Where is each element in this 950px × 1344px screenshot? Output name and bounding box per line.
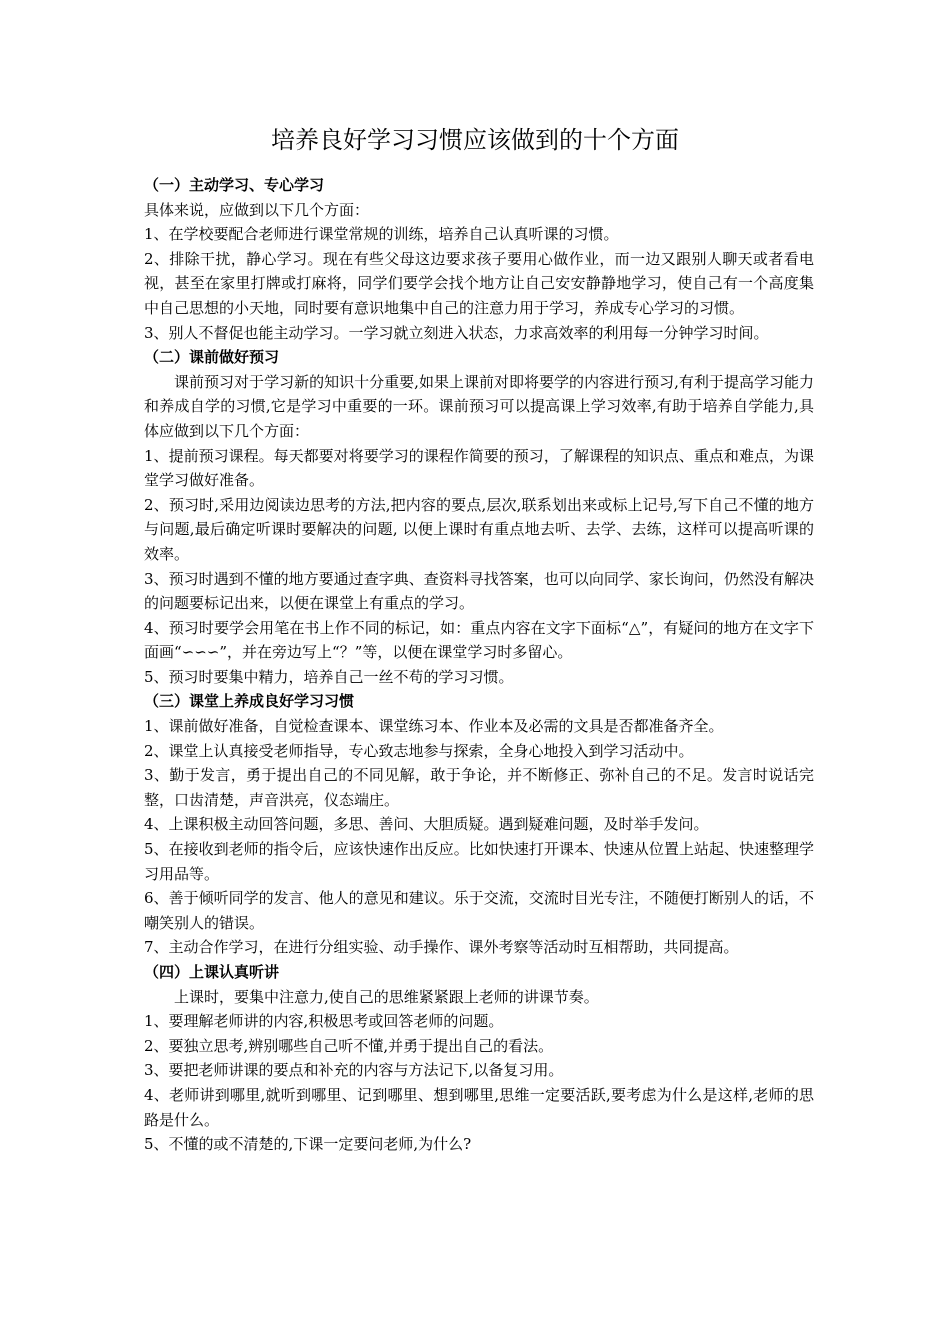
list-item: 4、老师讲到哪里,就听到哪里、记到哪里、想到哪里,思维一定要活跃,要考虑为什么是这样,老师的思路是什么。	[144, 1085, 814, 1129]
list-item: 1、要理解老师讲的内容,积极思考或回答老师的问题。	[144, 1012, 504, 1031]
list-item: 1、在学校要配合老师进行课堂常规的训练，培养自己认真听课的习惯。	[144, 225, 619, 244]
section-intro: 上课时，要集中注意力,使自己的思维紧紧跟上老师的讲课节奏。	[174, 987, 599, 1006]
section-heading: （二）课前做好预习	[144, 348, 280, 367]
document-title: 培养良好学习习惯应该做到的十个方面	[271, 126, 679, 154]
list-item: 5、预习时要集中精力，培养自己一丝不苟的学习习惯。	[144, 667, 514, 686]
list-item: 1、提前预习课程。每天都要对将要学习的课程作简要的预习，了解课程的知识点、重点和难点，为课堂学习做好准备。	[144, 446, 814, 490]
list-item: 3、别人不督促也能主动学习。一学习就立刻进入状态，力求高效率的利用每一分钟学习时间。	[144, 323, 769, 342]
section-intro: 具体来说，应做到以下几个方面：	[144, 200, 370, 219]
list-item: 2、预习时,采用边阅读边思考的方法,把内容的要点,层次,联系划出来或标上记号,写下自己不懂的地方与问题,最后确定听课时要解决的问题, 以便上课时有重点地去听、去学、去练，这样可以提高听课的效率。	[144, 495, 814, 563]
list-item: 7、主动合作学习，在进行分组实验、动手操作、课外考察等活动时互相帮助，共同提高。	[144, 938, 739, 957]
section-heading: （四）上课认真听讲	[144, 963, 280, 981]
list-item: 2、排除干扰，静心学习。现在有些父母这边要求孩子要用心做作业，而一边又跟别人聊天或者看电视，甚至在家里打牌或打麻将，同学们要学会找个地方让自己安安静静地学习，使自己有一个高度集中自己思想的小天地，同时要有意识地集中自己的注意力用于学习，养成专心学习的习惯。	[144, 249, 814, 317]
section-intro: 课前预习对于学习新的知识十分重要,如果上课前对即将要学的内容进行预习,有利于提高学习能力和养成自学的习惯,它是学习中重要的一环。课前预习可以提高课上学习效率,有助于培养自学能力,具体应做到以下几个方面：	[144, 372, 814, 440]
list-item: 6、善于倾听同学的发言、他人的意见和建议。乐于交流，交流时目光专注，不随便打断别人的话，不嘲笑别人的错误。	[144, 889, 814, 932]
document-body	[144, 173, 814, 1157]
list-item: 5、不懂的或不清楚的,下课一定要问老师,为什么?	[144, 1135, 472, 1154]
section-heading: （一）主动学习、专心学习	[144, 176, 325, 194]
section-heading: （三）课堂上养成良好学习习惯	[144, 692, 355, 711]
list-item: 3、勤于发言，勇于提出自己的不同见解，敢于争论，并不断修正、弥补自己的不足。发言时说话完整，口齿清楚，声音洪亮，仪态端庄。	[144, 766, 814, 809]
list-item: 3、预习时遇到不懂的地方要通过查字典、查资料寻找答案，也可以向同学、家长询问，仍然没有解决的问题要标记出来，以便在课堂上有重点的学习。	[144, 569, 814, 613]
list-item: 1、课前做好准备，自觉检查课本、课堂练习本、作业本及必需的文具是否都准备齐全。	[144, 717, 724, 736]
list-item: 5、在接收到老师的指令后，应该快速作出反应。比如快速打开课本、快速从位置上站起、快速整理学习用品等。	[144, 840, 814, 883]
list-item: 4、上课积极主动回答问题，多思、善问、大胆质疑。遇到疑难问题，及时举手发问。	[144, 815, 709, 834]
list-item: 2、要独立思考,辨别哪些自己听不懂,并勇于提出自己的看法。	[144, 1036, 554, 1055]
list-item: 2、课堂上认真接受老师指导，专心致志地参与探索，全身心地投入到学习活动中。	[144, 741, 694, 760]
list-item: 3、要把老师讲课的要点和补充的内容与方法记下,以备复习用。	[144, 1061, 564, 1080]
list-item: 4、预习时要学会用笔在书上作不同的标记，如：重点内容在文字下面标“△”，有疑问的地方在文字下面画“∽∽∽”，并在旁边写上“？”等，以便在课堂学习时多留心。	[144, 618, 814, 662]
